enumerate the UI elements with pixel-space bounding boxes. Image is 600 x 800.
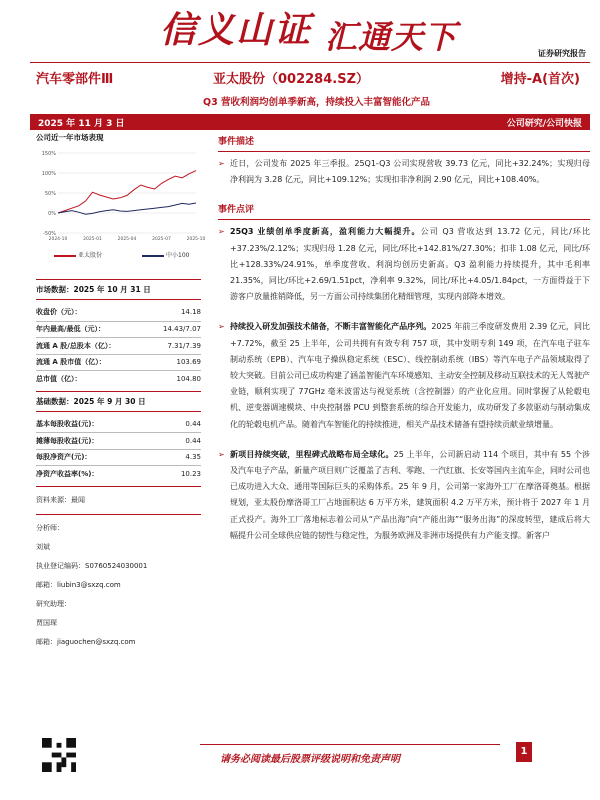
report-date: 2025 年 11 月 3 日: [38, 119, 125, 129]
market-data-list: [36, 304, 201, 387]
x-tick-label: 2025-04: [117, 237, 137, 242]
assistant-title: 研究助理：: [36, 599, 71, 608]
assistant-name: 贾国琛: [36, 618, 57, 627]
market-data-key: 流通 A 股市值（亿）：: [36, 358, 106, 367]
legend-label-index: 中小100: [166, 252, 190, 259]
x-tick-label: 2024-10: [48, 237, 68, 242]
market-data-key: 收盘价（元）：: [36, 308, 82, 317]
basic-data-row: [36, 432, 201, 449]
basic-data-value: 0.44: [185, 419, 201, 428]
paragraph-3-text: 25 上半年，公司新启动 114 个项目，其中有 55 个涉及汽车电子产品，新量产项目则广泛覆盖了吉利、零跑、一汽红旗、长安等国内主流车企，同时公司也已成功进入大众、通用等国际巨头的采购体系。25 年 9 月，公司第一家海外工厂在摩洛哥奠基。根据规划，亚太股份摩洛哥工厂占地面积达 6 万平方米，建筑面积 4.2 万平方米，预计将于 2027 年 1 月正式投产。海外工厂落地标志着公司从“产品出海”向“产能出海”“服务出海”的深度转型，建成后将大幅提升公司全球供应链的韧性与稳定性，为服务欧洲及非洲市场提供有力产能支撑。新客户: [230, 449, 591, 540]
series-line-1: [58, 203, 196, 214]
y-tick-label: 150%: [41, 151, 56, 157]
assistant-email[interactable]: 邮箱：jiaguochen@sxzq.com: [36, 637, 136, 646]
rating-label: 增持-A(首次): [500, 72, 580, 87]
left-sidebar: [36, 132, 206, 652]
industry-label: 汽车零部件Ⅲ: [36, 72, 114, 87]
source-note: 资料来源：最闻: [36, 495, 85, 504]
basic-data-value: 10.23: [180, 469, 201, 478]
paragraph-1-lead: 25Q3 业绩创单季度新高，盈利能力大幅提升。: [230, 227, 421, 237]
y-tick-label: 100%: [41, 171, 56, 177]
main-content: [218, 134, 590, 544]
analyst-title: 分析师：: [36, 523, 64, 532]
y-tick-label: 0%: [48, 211, 56, 217]
legend-item-index: [142, 250, 189, 259]
analyst-name: 刘斌: [36, 542, 50, 551]
analyst-email[interactable]: 邮箱：liubin3@sxzq.com: [36, 580, 121, 589]
x-tick-label: 2025-10: [186, 237, 206, 242]
report-subtitle: Q3 营收利润均创单季新高，持续投入丰富智能化产品: [203, 97, 430, 108]
page-number: 1: [516, 742, 532, 762]
divider: [36, 486, 201, 487]
market-data-title: 市场数据：2025 年 10 月 31 日: [36, 285, 151, 294]
paragraph-2: [218, 319, 590, 432]
report-type: 证券研究报告: [538, 49, 586, 58]
brand-banner: [0, 0, 600, 62]
legend-label-company: 亚太股份: [78, 252, 103, 259]
basic-data-value: 0.44: [185, 436, 201, 445]
market-data-value: 104.80: [176, 374, 201, 383]
x-tick-label: 2025-01: [83, 237, 102, 242]
x-tick-label: 2025-07: [152, 237, 171, 242]
report-category: 公司研究/公司快报: [506, 119, 582, 129]
market-data-row: [36, 321, 201, 338]
market-data-row: [36, 370, 201, 387]
divider: [218, 151, 590, 152]
divider: [36, 514, 201, 515]
bullet-arrow-icon: ➢: [218, 227, 225, 237]
comment-title: 事件点评: [218, 205, 255, 216]
analyst-cert: 执业登记编码：S0760524030001: [36, 561, 148, 570]
chart-title: 公司近一年市场表现: [36, 133, 104, 142]
series-line-0: [58, 171, 196, 213]
legend-swatch-company: [54, 255, 76, 257]
legend-swatch-index: [142, 255, 164, 257]
basic-data-key: 净资产收益率(%)：: [36, 469, 99, 478]
market-data-row: [36, 337, 201, 354]
divider: [36, 411, 201, 412]
market-data-value: 14.43/7.07: [163, 325, 201, 334]
divider: [36, 279, 201, 280]
paragraph-3: [218, 447, 590, 544]
basic-data-value: 4.35: [185, 453, 201, 462]
market-data-row: [36, 304, 201, 321]
performance-chart-svg: [36, 147, 206, 247]
paragraph-2-lead: 持续投入研发加强技术储备，不断丰富智能化产品序列。: [230, 322, 432, 332]
footer-divider: [200, 744, 500, 745]
basic-data-row: [36, 449, 201, 466]
market-data-value: 103.69: [176, 358, 201, 367]
y-tick-label: 50%: [44, 191, 56, 197]
paragraph-2-text: 2025 年前三季度研发费用 2.39 亿元，同比+7.72%，截至 25 上半年，公司共拥有有效专利 757 项，其中发明专利 149 项，在汽车电子驻车制动系统（EPB）、汽车电子操纵稳定系统（ESC）、线控制动系统（IBS）等汽车电子产品领域取得了较大突破。目前公司已成功构建了涵盖智能汽车环境感知、主动安全控制及移动互联技术的无人驾驶产业链，顺利实现了 77GHz 毫米波雷达与视觉系统（含控制器）的产业化应用。同时掌握了从轮毂电机、逆变器调速模块、中央控制器 PCU 到整套系统的综合开发能力，成功研发了多款驱动与制动集成化的轮毂电机产品。随着汽车智能化的持续推进，相关产品技术储备有望持续贡献业绩增量。: [230, 322, 590, 429]
chart-legend: [54, 250, 189, 259]
basic-data-title: 基础数据：2025 年 9 月 30 日: [36, 396, 146, 406]
paragraph-1-text: 公司 Q3 营收达到 13.72 亿元，同比/环比+37.23%/2.12%；实现归母 1.28 亿元，同比/环比+142.81%/27.30%；扣非 1.08 亿元，同比/环比+128.33%/24.91%，单季度营收、利润均创历史新高。Q3 盈利能力持续提升，其中毛利率 21.35%，同比/环比+2.69/1.51pct，净利率 9.32%，同比/环比+4.05/1.84pct，一方面得益于下游客户放量推销降低，另一方面公司持续集团化精细管理，实现内部降本增效。: [230, 227, 590, 302]
date-bar: [30, 114, 590, 130]
basic-data-key: 摊薄每股收益(元)：: [36, 436, 99, 445]
footer-disclaimer[interactable]: 请务必阅读最后股票评级说明和免责声明: [220, 754, 400, 765]
basic-data-list: [36, 416, 201, 482]
market-data-value: 7.31/7.39: [167, 341, 201, 350]
brand-logo-main: 信义山证: [160, 9, 313, 51]
divider: [218, 219, 590, 220]
divider: [36, 299, 201, 300]
paragraph-1: [218, 224, 590, 305]
basic-data-row: [36, 416, 201, 433]
event-title: 事件描述: [218, 137, 255, 147]
bullet-arrow-icon: ➢: [218, 322, 225, 332]
event-paragraph: [218, 156, 590, 188]
bullet-arrow-icon: ➢: [218, 159, 225, 168]
market-data-value: 14.18: [180, 308, 201, 317]
bullet-arrow-icon: ➢: [218, 449, 225, 459]
divider: [36, 391, 201, 392]
performance-chart: [36, 147, 206, 275]
paragraph-3-lead: 新项目持续突破，里程碑式战略布局全球化。: [230, 449, 394, 459]
market-data-key: 总市值（亿）：: [36, 374, 82, 383]
basic-data-row: [36, 465, 201, 482]
y-tick-label: -50%: [43, 231, 56, 237]
legend-item-company: [54, 250, 102, 259]
company-name: 亚太股份（002284.SZ）: [213, 72, 370, 87]
event-text: 近日，公司发布 2025 年三季报。25Q1-Q3 公司实现营收 39.73 亿元，同比+32.24%；实现归母净利润为 3.28 亿元，同比+109.12%；实现扣非净利润 2.90 亿元，同比+108.40%。: [230, 159, 590, 185]
market-data-row: [36, 354, 201, 371]
market-data-key: 年内最高/最低（元）：: [36, 325, 106, 334]
market-data-key: 流通 A 股/总股本（亿）：: [36, 341, 116, 350]
brand-logo-sub: 汇通天下: [325, 18, 458, 56]
qr-code-icon: [42, 738, 76, 772]
header-divider: [30, 62, 590, 63]
basic-data-key: 每股净资产(元)：: [36, 453, 92, 462]
basic-data-key: 基本每股收益(元)：: [36, 419, 99, 428]
